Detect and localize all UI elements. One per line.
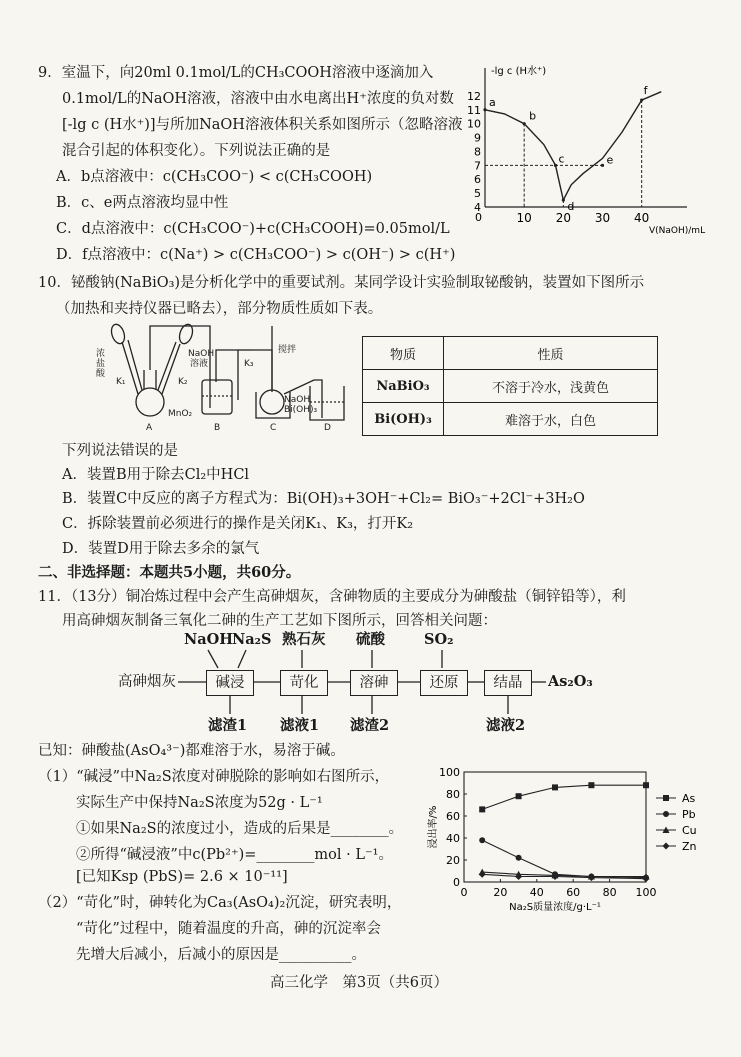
label-k1: K₁: [116, 377, 126, 387]
q10-line-1: 10．铋酸钠(NaBiO₃)是分析化学中的重要试剂。某同学设计实验制取铋酸钠，装置如下图所示: [38, 275, 645, 291]
label-mno2: MnO₂: [168, 409, 193, 419]
y-tick-label: 11: [467, 103, 481, 117]
point-label-e: e: [606, 153, 614, 167]
label-C: C: [270, 423, 277, 433]
q9-line-4: 混合引起的体积变化）。下列说法正确的是: [62, 143, 331, 159]
y-tick-label: 6: [474, 173, 481, 187]
flow-step: 碱浸: [206, 670, 254, 696]
legend-label-Pb: Pb: [682, 808, 696, 821]
marker-Pb: [479, 837, 485, 843]
flow-output: 滤液2: [486, 717, 526, 734]
x-tick-label: 0: [460, 886, 468, 899]
origin-label: 0: [475, 211, 482, 224]
point-label-a: a: [489, 95, 496, 109]
legend-marker-Zn: [663, 843, 670, 850]
marker-As: [552, 784, 558, 790]
x-tick-label: 30: [594, 211, 611, 225]
y-tick-label: 7: [474, 159, 481, 173]
q9-option-a: A．b点溶液中：c(CH₃COO⁻) < c(CH₃COOH): [56, 169, 373, 185]
point-label-b: b: [529, 109, 537, 123]
point-e: [601, 164, 604, 167]
page-footer: 高三化学 第3页（共6页）: [270, 975, 448, 991]
q9-option-d: D．f点溶液中：c(Na⁺) > c(CH₃COO⁻) > c(OH⁻) > c(H⁺): [56, 247, 456, 263]
y-tick-label: 4: [474, 201, 481, 214]
table-row: [363, 370, 658, 403]
q11-part1-line: ①如果Na₂S的浓度过小，造成的后果是________。: [76, 821, 404, 837]
x-tick-label: 40: [634, 211, 650, 225]
point-label-c: c: [558, 152, 565, 166]
flow-end: As₂O₃: [548, 673, 593, 690]
y-axis-label: -lg c (H水⁺): [491, 66, 547, 77]
x-axis-label: Na₂S质量浓度/g·L⁻¹: [509, 902, 601, 913]
legend-marker-Pb: [663, 811, 669, 817]
point-a: [483, 108, 486, 111]
label-D: D: [324, 423, 331, 433]
q9-line-1: 9．室温下，向20ml 0.1mol/L的CH₃COOH溶液中逐滴加入: [38, 65, 434, 81]
q11-part2-line: （2）“苛化”时，砷转化为Ca₃(AsO₄)₂沉淀，研究表明，: [38, 895, 402, 911]
marker-As: [588, 782, 594, 788]
table-cell: Bi(OH)₃: [363, 403, 444, 436]
point-c: [554, 164, 557, 167]
q10-option-c: C．拆除装置前必须进行的操作是关闭K₁、K₃，打开K₂: [62, 516, 414, 532]
flow-step: 苛化: [280, 670, 328, 696]
q10-option-b: B．装置C中反应的离子方程式为：Bi(OH)₃+3OH⁻+Cl₂= BiO₃⁻+2Cl⁻+3H₂O: [62, 491, 585, 507]
marker-As: [479, 806, 485, 812]
flow-step: 还原: [420, 670, 468, 696]
q10-line-2: （加热和夹持仪器已略去），部分物质性质如下表。: [56, 301, 383, 317]
legend-label-Zn: Zn: [682, 840, 697, 853]
x-tick-label: 20: [493, 886, 508, 899]
point-f: [640, 98, 643, 101]
apparatus-diagram: [92, 322, 350, 434]
flow-output: 滤渣2: [350, 717, 390, 734]
flow-input: Na₂S: [232, 631, 272, 648]
flow-step: 溶砷: [350, 670, 398, 696]
label-k3: K₃: [244, 359, 254, 369]
point-b: [523, 122, 526, 125]
table-cell: 难溶于水，白色: [444, 403, 658, 436]
properties-table: [362, 336, 658, 436]
point-label-d: d: [567, 200, 575, 214]
y-tick-label: 12: [467, 89, 481, 103]
flow-input: NaOH: [184, 631, 233, 648]
q9-line-2: 0.1mol/L的NaOH溶液，溶液中由水电离出H⁺浓度的负对数: [62, 91, 454, 107]
table-cell: 不溶于冷水，浅黄色: [444, 370, 658, 403]
y-tick-label: 80: [446, 788, 460, 801]
legend-label-Cu: Cu: [682, 824, 697, 837]
label-naoh-c: NaOH: [284, 395, 311, 405]
flow-output: 滤液1: [280, 717, 320, 734]
q11-intro-1: 11．（13分）铜冶炼过程中会产生高砷烟灰，含砷物质的主要成分为砷酸盐（铜锌铅等），利: [38, 589, 626, 605]
q11-part2-line: “苛化”过程中，随着温度的升高，砷的沉淀率会: [76, 921, 381, 937]
label-k2: K₂: [178, 377, 188, 387]
flow-input: SO₂: [424, 631, 454, 648]
legend-label-As: As: [682, 792, 696, 805]
legend-marker-As: [663, 795, 669, 801]
titration-chart: [465, 60, 715, 235]
series-line-As: [482, 785, 646, 809]
flow-input: 硫酸: [356, 631, 385, 648]
q9-line-3: [-lg c (H水⁺)]与所加NaOH溶液体积关系如图所示（忽略溶液: [62, 117, 463, 133]
table-header: 物质: [363, 337, 444, 370]
label-A: A: [146, 423, 153, 433]
x-tick-label: 20: [555, 211, 571, 225]
q9-option-b: B．c、e两点溶液均显中性: [56, 195, 229, 211]
q11-part2-line: 先增大后减小，后减小的原因是__________。: [76, 947, 366, 963]
titration-curve: [485, 92, 661, 200]
marker-As: [516, 793, 522, 799]
table-cell: NaBiO₃: [363, 370, 444, 403]
x-tick-label: 40: [529, 886, 544, 899]
x-tick-label: 10: [516, 211, 532, 225]
label-hcl-1: 盐: [96, 359, 106, 369]
label-conc: 浓: [96, 349, 106, 359]
label-hcl-2: 酸: [96, 369, 106, 379]
point-d: [562, 198, 565, 201]
y-tick-label: 100: [439, 766, 460, 779]
y-tick-label: 40: [446, 832, 460, 845]
y-tick-label: 8: [474, 145, 481, 159]
q10-option-a: A．装置B用于除去Cl₂中HCl: [62, 467, 250, 483]
q11-part1-line: ②所得“碱浸液”中c(Pb²⁺)=________mol · L⁻¹。: [76, 847, 393, 863]
label-bioh3: Bi(OH)₃: [284, 405, 318, 415]
label-soln: 溶液: [190, 359, 209, 369]
x-tick-label: 100: [635, 886, 657, 899]
table-header-row: [363, 337, 658, 370]
marker-As: [643, 782, 649, 788]
series-line-Pb: [482, 840, 646, 877]
y-tick-label: 0: [453, 876, 460, 889]
x-tick-label: 80: [602, 886, 617, 899]
q11-part1-line: （1）“碱浸”中Na₂S浓度对砷脱除的影响如右图所示，: [38, 769, 390, 785]
leaching-chart: [420, 760, 720, 920]
flow-output: 滤渣1: [208, 717, 248, 734]
flow-start: 高砷烟灰: [118, 674, 176, 690]
y-tick-label: 5: [474, 187, 481, 201]
x-tick-label: 60: [566, 886, 581, 899]
label-B: B: [214, 423, 221, 433]
y-tick-label: 60: [446, 810, 460, 823]
q11-known: 已知：砷酸盐(AsO₄³⁻)都难溶于水，易溶于碱。: [38, 743, 345, 759]
q11-part1-line: [已知Ksp (PbS)= 2.6 × 10⁻¹¹]: [76, 869, 288, 885]
table-header: 性质: [444, 337, 658, 370]
marker-Pb: [516, 855, 522, 861]
y-tick-label: 10: [467, 117, 481, 131]
table-row: [363, 403, 658, 436]
q10-option-d: D．装置D用于除去多余的氯气: [62, 541, 260, 557]
label-naoh-a: NaOH: [188, 349, 215, 359]
q9-option-c: C．d点溶液中：c(CH₃COO⁻)+c(CH₃COOH)=0.05mol/L: [56, 221, 450, 237]
point-label-f: f: [643, 84, 648, 98]
x-axis-label: V(NaOH)/mL: [649, 226, 706, 235]
label-stir: 搅拌: [278, 345, 297, 355]
y-tick-label: 20: [446, 854, 460, 867]
section-heading: 二、非选择题：本题共5小题，共60分。: [38, 564, 301, 581]
flow-step: 结晶: [484, 670, 532, 696]
y-axis-label: 浸出率/%: [428, 805, 439, 849]
q11-part1-line: 实际生产中保持Na₂S浓度为52g · L⁻¹: [76, 795, 323, 811]
y-tick-label: 9: [474, 131, 481, 145]
flow-input: 熟石灰: [282, 631, 326, 648]
q10-prompt: 下列说法错误的是: [62, 443, 178, 459]
q11-intro-2: 用高砷烟灰制备三氧化二砷的生产工艺如下图所示，回答相关问题：: [62, 613, 497, 629]
